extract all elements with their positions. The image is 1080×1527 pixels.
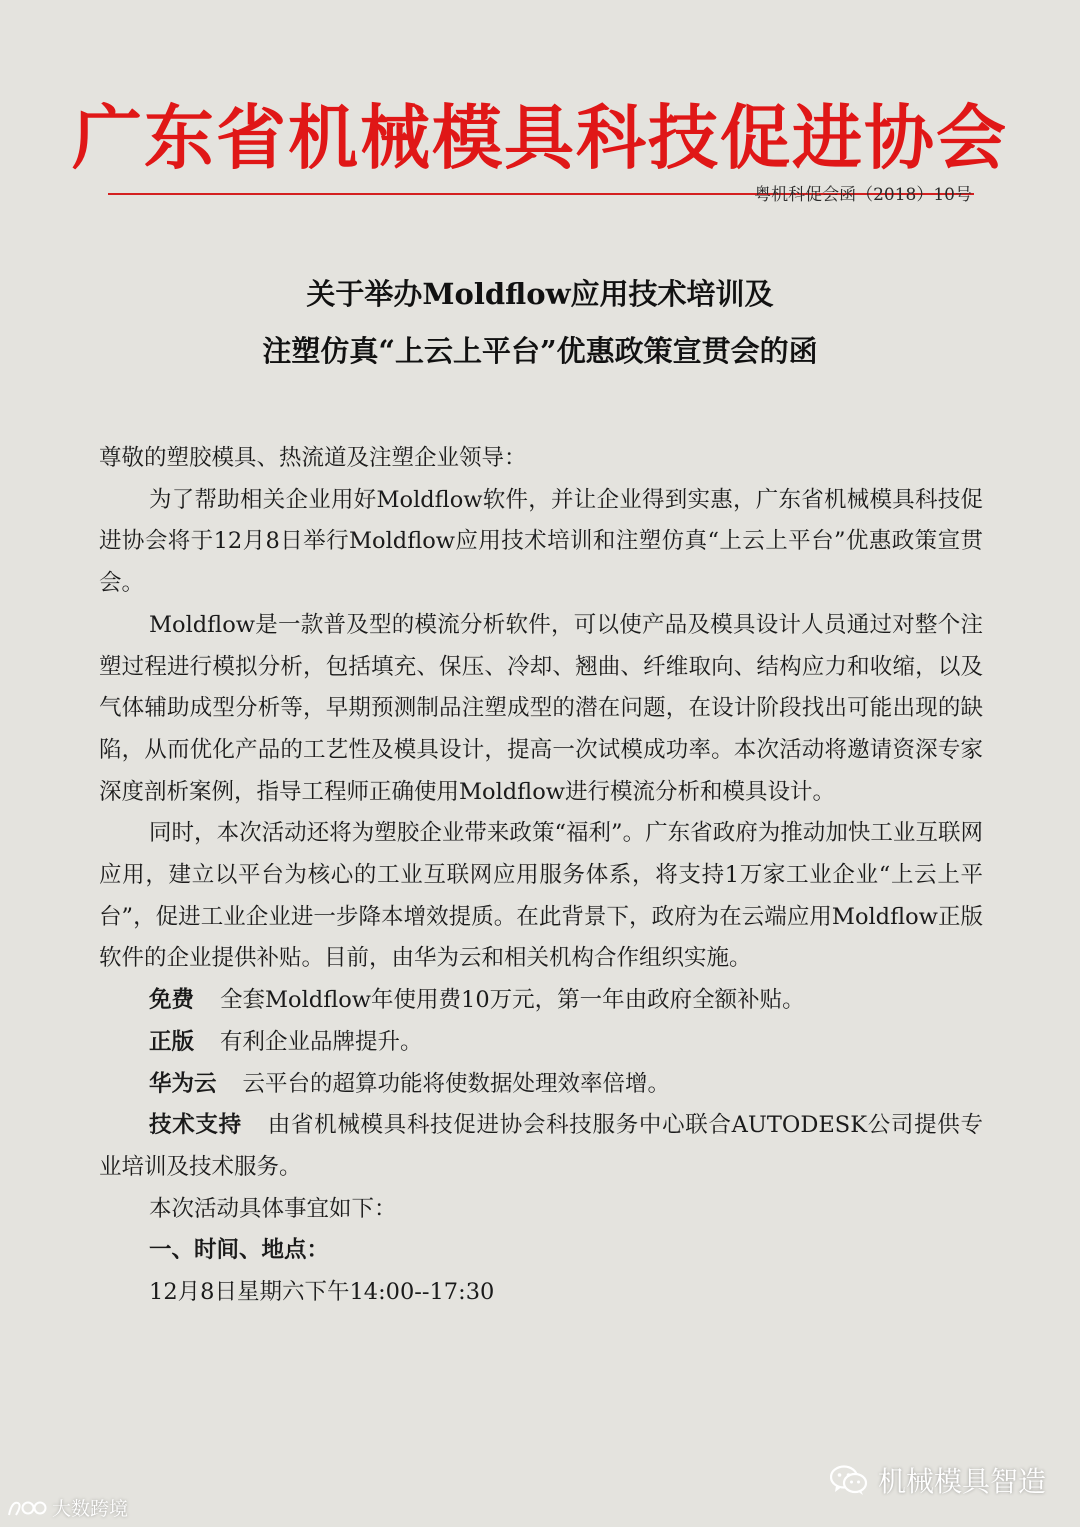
- watermark-left: [6, 1494, 128, 1521]
- section-1-title: 一、时间、地点：: [149, 1237, 330, 1264]
- letter-body: [99, 438, 983, 1314]
- benefit-item: [99, 1022, 983, 1064]
- salutation: 尊敬的塑胶模具、热流道及注塑企业领导：: [99, 445, 527, 471]
- details-intro: 本次活动具体事宜如下：: [149, 1195, 397, 1222]
- paragraph-1: 为了帮助相关企业用好Moldflow软件，并让企业得到实惠，广东省机械模具科技促进协会将于12月8日举行Moldflow应用技术培训和注塑仿真“上云上平台”优惠政策宣贯会。: [99, 486, 983, 597]
- paragraph-3: 同时，本次活动还将为塑胶企业带来政策“福利”。广东省政府为推动加快工业互联网应用，建立以平台为核心的工业互联网应用服务体系，将支持1万家工业企业“上云上平台”，促进工业企业进一步降本增效提质。在此背景下，政府为在云端应用Moldflow正版软件的企业提供补贴。目前，由华为云和相关机构合作组织实施。: [99, 820, 983, 972]
- wechat-icon: [830, 1464, 868, 1496]
- benefit-key: 华为云: [149, 1070, 217, 1097]
- benefit-text: 由省机械模具科技促进协会科技服务中心联合AUTODESK公司提供专业培训及技术服务。: [99, 1112, 983, 1180]
- watermark-right: [830, 1460, 1046, 1500]
- benefit-key: 正版: [149, 1028, 195, 1055]
- brand-logo-icon: [6, 1497, 48, 1519]
- watermark-right-text: 机械模具智造: [877, 1465, 1046, 1498]
- benefit-key: 技术支持: [149, 1112, 242, 1139]
- doc-number: 粤机科促会函（2018）10号: [754, 185, 972, 205]
- benefit-item: [99, 980, 983, 1022]
- doc-heading-line1: 关于举办Moldflow应用技术培训及: [306, 277, 774, 311]
- org-title: 广东省机械模具科技促进协会: [72, 96, 1008, 179]
- watermark-left-text: 大数跨境: [52, 1498, 129, 1520]
- benefit-text: 有利企业品牌提升。: [220, 1028, 423, 1055]
- benefit-item: [99, 1064, 983, 1106]
- benefit-item: [99, 1105, 983, 1188]
- section-1-time: 12月8日星期六下午14:00--17:30: [149, 1279, 495, 1306]
- benefit-key: 免费: [149, 987, 195, 1014]
- benefit-text: 全套Moldflow年使用费10万元，第一年由政府全额补贴。: [220, 987, 805, 1014]
- doc-heading-line2: 注塑仿真“上云上平台”优惠政策宣贯会的函: [262, 334, 818, 368]
- benefit-text: 云平台的超算功能将使数据处理效率倍增。: [242, 1070, 671, 1097]
- paragraph-2: Moldflow是一款普及型的模流分析软件，可以使产品及模具设计人员通过对整个注塑过程进行模拟分析，包括填充、保压、冷却、翘曲、纤维取向、结构应力和收缩，以及气体辅助成型分析等，早期预测制品注塑成型的潜在问题，在设计阶段找出可能出现的缺陷，从而优化产品的工艺性及模具设计，提高一次试模成功率。本次活动将邀请资深专家深度剖析案例，指导工程师正确使用Moldflow进行模流分析和模具设计。: [99, 611, 983, 805]
